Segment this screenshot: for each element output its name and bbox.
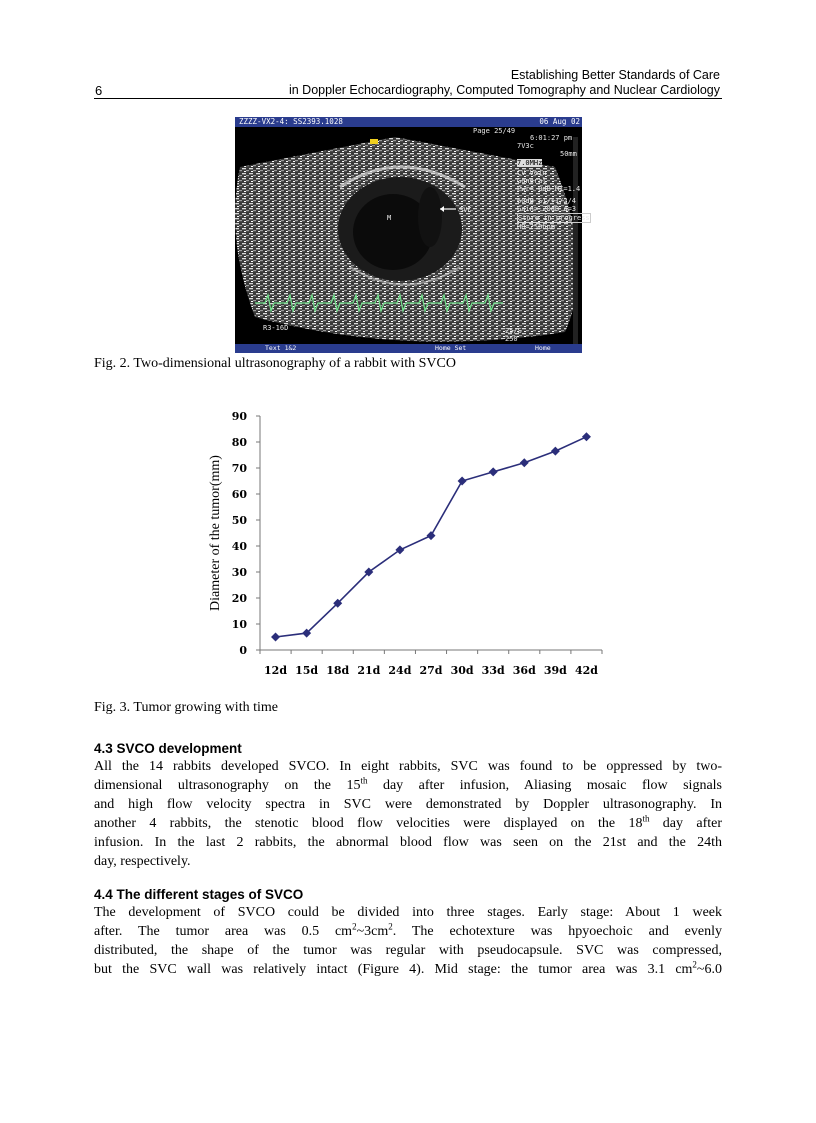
paragraph-line: day, respectively. xyxy=(94,854,191,869)
data-point xyxy=(520,458,529,467)
us-setting: Gain=-20dB Δ=3 xyxy=(517,205,577,213)
us-softkey-home: Home xyxy=(535,344,551,352)
y-tick-label: 20 xyxy=(231,592,247,605)
data-point xyxy=(271,633,280,642)
ultrasound-top-bar xyxy=(235,117,582,127)
x-tick-label: 18d xyxy=(326,664,350,677)
y-tick-label: 70 xyxy=(231,462,247,475)
data-point xyxy=(551,447,560,456)
paragraph-line: infusion. In the last 2 rabbits, the abnormal blood flow was seen on the 21st and the 24th xyxy=(94,835,722,850)
data-point xyxy=(427,531,436,540)
us-softkey-text: Text 1&2 xyxy=(265,344,297,352)
us-setting: 60dB S1/+1/2/4 xyxy=(517,197,577,205)
running-header xyxy=(289,68,720,98)
y-tick-label: 10 xyxy=(231,618,247,631)
superscript: 2 xyxy=(692,959,697,970)
us-mass-label: M xyxy=(387,214,392,222)
us-setting: General xyxy=(517,177,547,185)
x-tick-label: 24d xyxy=(388,664,412,677)
superscript: 2 xyxy=(352,921,357,932)
x-tick-label: 21d xyxy=(357,664,381,677)
running-header-line2: in Doppler Echocardiography, Computed Tomography and Nuclear Cardiology xyxy=(288,83,720,97)
paragraph-line: All the 14 rabbits developed SVCO. In eight rabbits, SVC was found to be oppressed by two- xyxy=(94,759,722,774)
y-tick-label: 50 xyxy=(231,514,247,527)
us-setting: HR=250bpm xyxy=(517,223,555,231)
x-tick-label: 15d xyxy=(295,664,319,677)
y-tick-label: 90 xyxy=(231,410,247,423)
tumor-growth-chart xyxy=(200,405,620,695)
us-time: 6:01:27 pm xyxy=(530,134,573,142)
paragraph-line: The development of SVCO could be divided into three stages. Early stage: About 1 week xyxy=(94,905,722,920)
fig2-caption: Fig. 2. Two-dimensional ultrasonography of a rabbit with SVCO xyxy=(94,356,456,371)
us-patient-id: ZZZZ-VX2-4: SS2393.1028 xyxy=(239,117,343,126)
chart-svg xyxy=(200,405,620,695)
y-tick-label: 60 xyxy=(231,488,247,501)
y-tick-label: 0 xyxy=(239,644,247,657)
x-tick-label: 36d xyxy=(512,664,536,677)
line-text: day after infusion, Aliasing mosaic flow signals xyxy=(367,778,722,793)
y-tick-label: 40 xyxy=(231,540,247,553)
line-text: another 4 rabbits, the stenotic blood flow velocities were displayed on the 18 xyxy=(94,816,643,831)
us-setting: CV Vein xyxy=(517,169,547,177)
x-tick-label: 12d xyxy=(264,664,288,677)
line-text: ~3cm xyxy=(356,924,389,939)
us-settings xyxy=(517,142,591,231)
paragraph-line xyxy=(94,776,722,795)
superscript: 2 xyxy=(388,921,393,932)
us-setting: 7V3c xyxy=(517,142,534,150)
ultrasound-image xyxy=(235,117,590,353)
data-point xyxy=(489,467,498,476)
x-tick-label: 33d xyxy=(481,664,505,677)
us-setting: Pwr= 0dB MI=1.4 xyxy=(517,185,581,193)
us-svc-label: SVC xyxy=(459,206,472,214)
line-text: ~6.0 xyxy=(696,962,722,977)
x-tick-label: 42d xyxy=(574,664,598,677)
line-text: day after xyxy=(649,816,723,831)
y-tick-label: 80 xyxy=(231,436,247,449)
section-4-3-paragraph xyxy=(94,757,722,871)
paragraph-line xyxy=(94,960,722,979)
x-tick-label: 30d xyxy=(450,664,474,677)
ultrasound-bottom-bar xyxy=(235,344,582,353)
y-tick-label: 30 xyxy=(231,566,247,579)
line-text: but the SVC wall was relatively intact (Figure 4). Mid stage: the tumor area was 3.1 cm xyxy=(94,962,693,977)
paragraph-line xyxy=(94,922,722,941)
page-number: 6 xyxy=(95,83,103,98)
line-text: . The echotexture was hpyoechoic and evenly xyxy=(392,924,722,939)
us-250-label: 250 xyxy=(505,335,518,343)
data-point xyxy=(582,432,591,441)
section-4-4-heading: 4.4 The different stages of SVCO xyxy=(94,887,304,902)
us-date: 06 Aug 02 xyxy=(539,117,580,126)
running-header-line1: Establishing Better Standards of Care xyxy=(510,68,720,82)
us-depth: 50mm xyxy=(560,150,577,158)
paragraph-line xyxy=(94,814,722,833)
us-fps-label: 25/S xyxy=(505,327,522,335)
us-page: Page 25/49 xyxy=(473,127,516,135)
header-rule xyxy=(94,98,722,99)
y-axis-title: Diameter of the tumor(mm) xyxy=(208,455,223,611)
superscript: th xyxy=(642,813,650,824)
x-tick-label: 27d xyxy=(419,664,443,677)
data-point xyxy=(458,477,467,486)
us-setting: Store in progress xyxy=(518,214,590,222)
fig3-caption: Fig. 3. Tumor growing with time xyxy=(94,700,278,715)
paragraph-line: and high flow velocity spectra in SVC were demonstrated by Doppler ultrasonography. In xyxy=(94,797,722,812)
us-r-label: R3-16D xyxy=(263,324,289,332)
section-4-4-paragraph xyxy=(94,903,722,979)
us-softkey-homeset: Home Set xyxy=(435,344,467,352)
us-setting: 7.0MHz xyxy=(517,159,543,167)
superscript: th xyxy=(360,775,368,786)
paragraph-line: distributed, the shape of the tumor was regular with pseudocapsule. SVC was compressed, xyxy=(94,943,722,958)
line-text: dimensional ultrasonography on the 15 xyxy=(94,778,361,793)
line-text: after. The tumor area was 0.5 cm xyxy=(94,924,353,939)
x-tick-label: 39d xyxy=(543,664,567,677)
section-4-3-heading: 4.3 SVCO development xyxy=(94,741,242,756)
